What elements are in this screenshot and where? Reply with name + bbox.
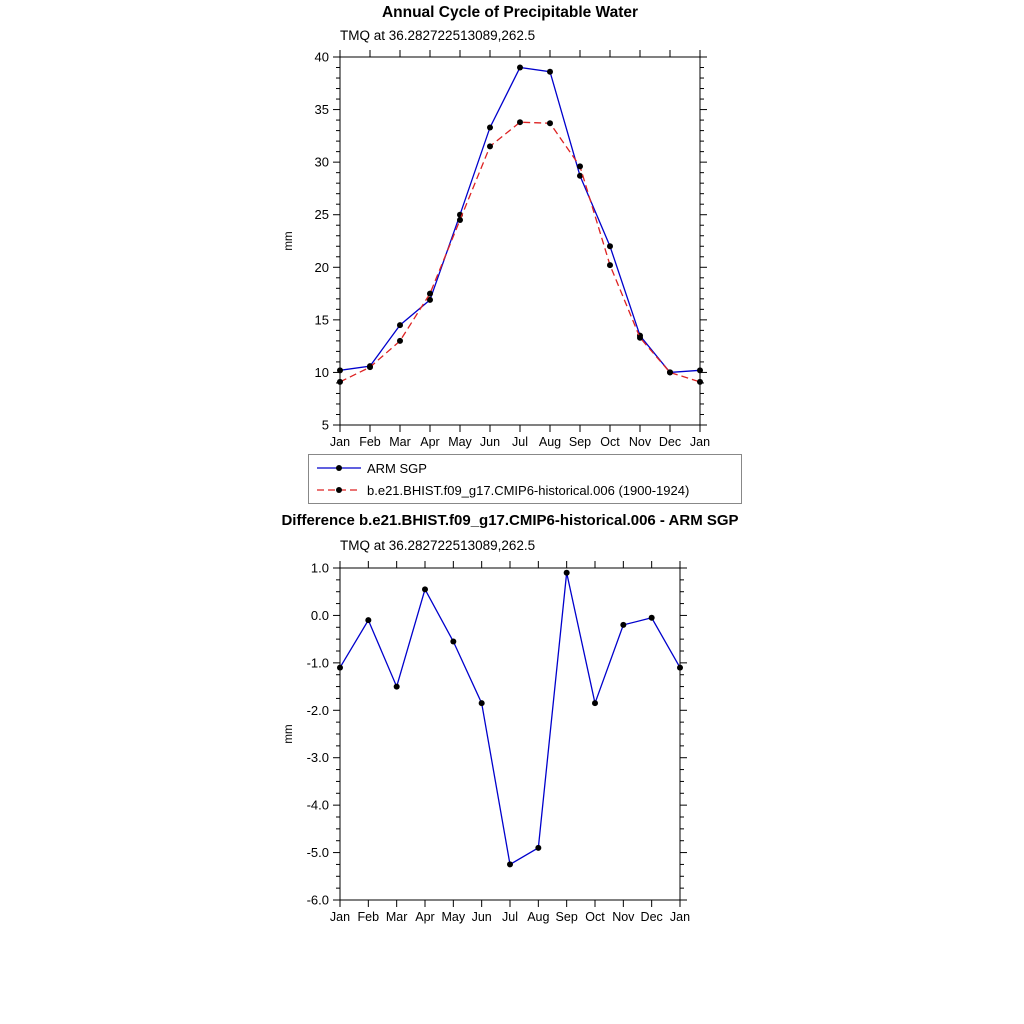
data-point-marker <box>607 262 613 268</box>
y-tick-label: 1.0 <box>310 560 329 576</box>
y-tick-label: 30 <box>314 154 329 170</box>
data-point-marker <box>365 617 371 623</box>
data-point-marker <box>517 65 523 71</box>
y-tick-label: 15 <box>314 312 329 328</box>
data-point-marker <box>397 322 403 328</box>
y-tick-label: -6.0 <box>306 892 329 908</box>
data-point-marker <box>487 143 493 149</box>
x-tick-label: Sep <box>555 910 578 924</box>
data-point-marker <box>367 364 373 370</box>
data-point-marker <box>564 570 570 576</box>
data-point-marker <box>637 335 643 341</box>
x-tick-label: Aug <box>538 435 562 449</box>
annual-cycle-chart <box>230 46 790 458</box>
x-tick-label: Jan <box>669 910 691 924</box>
legend-entry-model <box>309 479 741 501</box>
x-tick-label: Jun <box>471 910 492 924</box>
x-tick-label: Mar <box>385 910 408 924</box>
x-tick-label: Sep <box>568 435 592 449</box>
data-point-marker <box>337 665 343 671</box>
x-tick-label: Feb <box>357 910 380 924</box>
data-point-marker <box>577 173 583 179</box>
y-tick-label: -4.0 <box>306 797 329 813</box>
y-tick-label: 20 <box>314 259 329 275</box>
data-point-marker <box>547 120 553 126</box>
data-point-marker <box>394 684 400 690</box>
y-axis-label: mm <box>283 724 295 744</box>
series-line <box>340 68 700 373</box>
x-tick-label: Mar <box>389 435 411 449</box>
chart1-subtitle: TMQ at 36.282722513089,262.5 <box>340 28 536 43</box>
data-point-marker <box>607 243 613 249</box>
x-tick-label: Aug <box>527 910 550 924</box>
x-tick-label: Jun <box>479 435 501 449</box>
plot-frame <box>340 568 680 900</box>
data-point-marker <box>697 367 703 373</box>
x-tick-label: Apr <box>415 910 435 924</box>
data-point-marker <box>457 217 463 223</box>
x-tick-label: Dec <box>658 435 682 449</box>
series-line <box>340 573 680 865</box>
data-point-marker <box>517 119 523 125</box>
x-tick-label: Jan <box>329 435 351 449</box>
data-point-marker <box>620 622 626 628</box>
x-tick-label: Jul <box>512 435 528 449</box>
x-tick-label: Nov <box>628 435 652 449</box>
x-tick-label: Dec <box>640 910 663 924</box>
data-point-marker <box>487 124 493 130</box>
chart2-title: Difference b.e21.BHIST.f09_g17.CMIP6-historical.006 - ARM SGP <box>281 512 739 529</box>
y-tick-label: 0.0 <box>310 607 329 623</box>
data-point-marker <box>427 291 433 297</box>
x-tick-label: May <box>441 910 466 924</box>
legend-line-sample-icon <box>315 482 363 498</box>
x-tick-label: Oct <box>600 435 620 449</box>
y-tick-label: -3.0 <box>306 750 329 766</box>
x-tick-label: Jan <box>689 435 711 449</box>
data-point-marker <box>592 700 598 706</box>
x-tick-label: Nov <box>612 910 635 924</box>
x-tick-label: Jul <box>502 910 518 924</box>
y-tick-label: 40 <box>314 49 329 65</box>
chart2-subtitle: TMQ at 36.282722513089,262.5 <box>340 538 536 553</box>
data-point-marker <box>450 639 456 645</box>
y-tick-label: -1.0 <box>306 655 329 671</box>
legend-line-sample-icon <box>315 460 363 476</box>
y-tick-label: 10 <box>314 364 329 380</box>
data-point-marker <box>479 700 485 706</box>
chart1-title: Annual Cycle of Precipitable Water <box>381 4 639 21</box>
data-point-marker <box>577 163 583 169</box>
data-point-marker <box>697 379 703 385</box>
x-tick-label: Feb <box>359 435 381 449</box>
y-axis-label: mm <box>283 231 295 251</box>
difference-chart <box>230 556 770 956</box>
y-tick-label: -5.0 <box>306 845 329 861</box>
x-tick-label: May <box>448 435 472 449</box>
x-tick-label: Oct <box>585 910 605 924</box>
legend-label-arm-sgp: ARM SGP <box>367 460 427 476</box>
plot-frame <box>340 57 700 425</box>
data-point-marker <box>337 379 343 385</box>
y-tick-label: -2.0 <box>306 702 329 718</box>
data-point-marker <box>397 338 403 344</box>
data-point-marker <box>677 665 683 671</box>
data-point-marker <box>667 369 673 375</box>
data-point-marker <box>422 586 428 592</box>
data-point-marker <box>649 615 655 621</box>
y-tick-label: 5 <box>321 417 329 433</box>
y-tick-label: 35 <box>314 102 329 118</box>
y-tick-label: 25 <box>314 207 329 223</box>
data-point-marker <box>535 845 541 851</box>
data-point-marker <box>337 367 343 373</box>
legend <box>308 454 742 504</box>
x-tick-label: Jan <box>329 910 351 924</box>
legend-entry-arm-sgp <box>309 457 741 479</box>
data-point-marker <box>547 69 553 75</box>
legend-label-model: b.e21.BHIST.f09_g17.CMIP6-historical.006 (1900-1924) <box>367 482 690 498</box>
data-point-marker <box>507 861 513 867</box>
x-tick-label: Apr <box>420 435 440 449</box>
